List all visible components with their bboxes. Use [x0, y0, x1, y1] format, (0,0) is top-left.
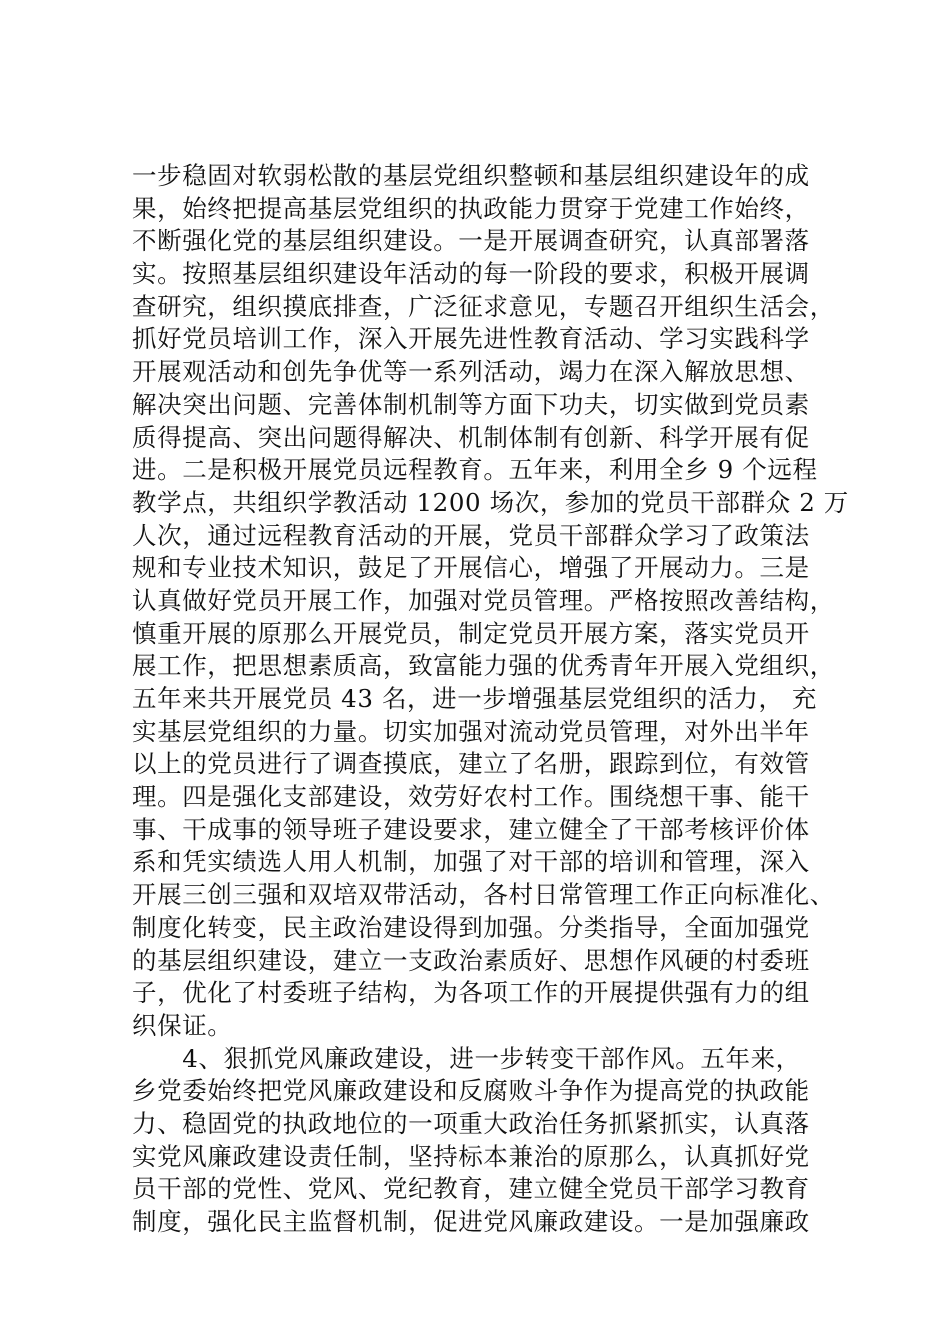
text-line: 慎重开展的原那么开展党员，制定党员开展方案，落实党员开 [132, 618, 810, 648]
body-text [132, 160, 849, 1239]
text-line: 人次，通过远程教育活动的开展，党员干部群众学习了政策法 [132, 520, 810, 550]
text-line: 系和凭实绩选人用人机制，加强了对干部的培训和管理，深入 [132, 847, 810, 877]
text-line: 理。四是强化支部建设，效劳好农村工作。围绕想干事、能干 [132, 782, 810, 812]
text-line: 展工作，把思想素质高，致富能力强的优秀青年开展入党组织， [132, 651, 835, 681]
text-line: 以上的党员进行了调查摸底，建立了名册，跟踪到位，有效管 [132, 749, 810, 779]
text-line: 4、狠抓党风廉政建设，进一步转变干部作风。五年来， [132, 1043, 801, 1073]
text-line: 员干部的党性、党风、党纪教育，建立健全党员干部学习教育 [132, 1174, 810, 1204]
text-line: 开展观活动和创先争优等一系列活动，竭力在深入解放思想、 [132, 357, 810, 387]
text-line: 一步稳固对软弱松散的基层党组织整顿和基层组织建设年的成 [132, 161, 810, 190]
text-line: 实党风廉政建设责任制，坚持标本兼治的原那么，认真抓好党 [132, 1141, 810, 1171]
text-line: 解决突出问题、完善体制机制等方面下功夫，切实做到党员素 [132, 389, 810, 419]
text-line: 规和专业技术知识，鼓足了开展信心，增强了开展动力。三是 [132, 553, 810, 583]
text-line: 果，始终把提高基层党组织的执政能力贯穿于党建工作始终， [132, 193, 810, 223]
text-line: 五年来共开展党员 43 名，进一步增强基层党组织的活力， 充 [132, 684, 818, 713]
text-line: 乡党委始终把党风廉政建设和反腐败斗争作为提高党的执政能 [132, 1076, 810, 1106]
text-line: 实。按照基层组织建设年活动的每一阶段的要求，积极开展调 [132, 259, 810, 289]
text-line: 教学点，共组织学教活动 1200 场次，参加的党员干部群众 2 万 [132, 487, 849, 517]
text-line: 不断强化党的基层组织建设。一是开展调查研究，认真部署落 [132, 226, 810, 256]
text-line: 织保证。 [132, 1010, 233, 1040]
text-line: 查研究，组织摸底排查，广泛征求意见，专题召开组织生活会， [132, 291, 835, 321]
text-line: 力、稳固党的执政地位的一项重大政治任务抓紧抓实，认真落 [132, 1108, 810, 1138]
text-line: 制度化转变，民主政治建设得到加强。分类指导，全面加强党 [132, 912, 810, 942]
text-line: 认真做好党员开展工作，加强对党员管理。严格按照改善结构， [132, 585, 835, 615]
text-line: 实基层党组织的力量。切实加强对流动党员管理，对外出半年 [132, 716, 810, 746]
text-line: 进。二是积极开展党员远程教育。五年来，利用全乡 9 个远程 [132, 455, 818, 485]
text-line: 事、干成事的领导班子建设要求，建立健全了干部考核评价体 [132, 814, 810, 844]
text-line: 的基层组织建设，建立一支政治素质好、思想作风硬的村委班 [132, 945, 810, 975]
text-line: 质得提高、突出问题得解决、机制体制有创新、科学开展有促 [132, 422, 810, 452]
text-line: 抓好党员培训工作，深入开展先进性教育活动、学习实践科学 [132, 324, 810, 354]
text-line: 开展三创三强和双培双带活动，各村日常管理工作正向标准化、 [132, 880, 835, 910]
text-line: 子，优化了村委班子结构，为各项工作的开展提供强有力的组 [132, 978, 810, 1008]
text-line: 制度，强化民主监督机制，促进党风廉政建设。一是加强廉政 [132, 1207, 810, 1236]
